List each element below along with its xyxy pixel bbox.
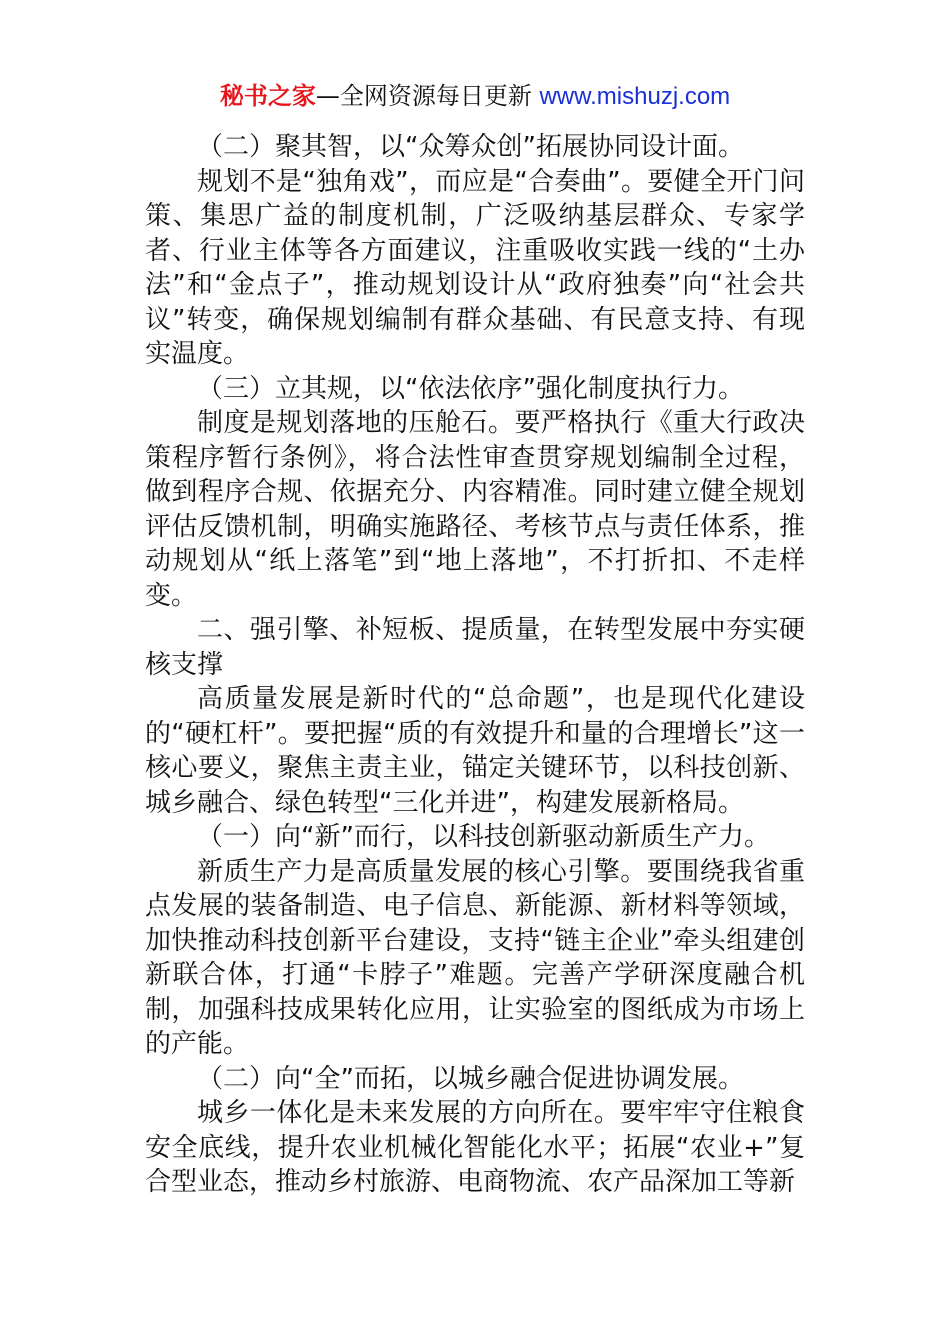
subheading-2-2: （二）聚其智，以“众筹众创”拓展协同设计面。	[197, 132, 744, 162]
site-header	[0, 80, 950, 113]
subheading-3-1: （一）向“新”而行，以科技创新驱动新质生产力。	[197, 822, 770, 852]
paragraph: 城乡一体化是未来发展的方向所在。要牢牢守住粮食安全底线，提升农业机械化智能化水平；拓展“农业+”复合型业态，推动乡村旅游、电商物流、农产品深加工等新	[145, 1098, 805, 1197]
site-brand: 秘书之家	[219, 82, 316, 110]
paragraph: 高质量发展是新时代的“总命题”，也是现代化建设的“硬杠杆”。要把握“质的有效提升和量的合理增长”这一核心要义，聚焦主责主业，锚定关键环节，以科技创新、城乡融合、绿色转型“三化并进”，构建发展新格局。	[145, 684, 805, 818]
subheading-3-2: （二）向“全”而拓，以城乡融合促进协调发展。	[197, 1063, 744, 1094]
document-body	[145, 130, 805, 1200]
paragraph: 新质生产力是高质量发展的核心引擎。要围绕我省重点发展的装备制造、电子信息、新能源、新材料等领域，加快推动科技创新平台建设，支持“链主企业”牵头组建创新联合体，打通“卡脖子”难题。完善产学研深度融合机制，加强科技成果转化应用，让实验室的图纸成为市场上的产能。	[145, 856, 805, 1059]
site-tagline: —全网资源每日更新	[315, 82, 532, 110]
site-url[interactable]: www.mishuzj.com	[539, 83, 731, 110]
paragraph: 制度是规划落地的压舱石。要严格执行《重大行政决策程序暂行条例》，将合法性审查贯穿规划编制全过程，做到程序合规、依据充分、内容精准。同时建立健全规划评估反馈机制，明确实施路径、考核节点与责任体系，推动规划从“纸上落笔”到“地上落地”，不打折扣、不走样变。	[145, 408, 805, 611]
section-heading-2: 二、强引擎、补短板、提质量，在转型发展中夯实硬核支撑	[145, 615, 805, 680]
subheading-2-3: （三）立其规，以“依法依序”强化制度执行力。	[197, 373, 744, 404]
paragraph: 规划不是“独角戏”，而应是“合奏曲”。要健全开门问策、集思广益的制度机制，广泛吸纳基层群众、专家学者、行业主体等各方面建议，注重吸收实践一线的“土办法”和“金点子”，推动规划设计从“政府独奏”向“社会共议”转变，确保规划编制有群众基础、有民意支持、有现实温度。	[145, 166, 805, 369]
